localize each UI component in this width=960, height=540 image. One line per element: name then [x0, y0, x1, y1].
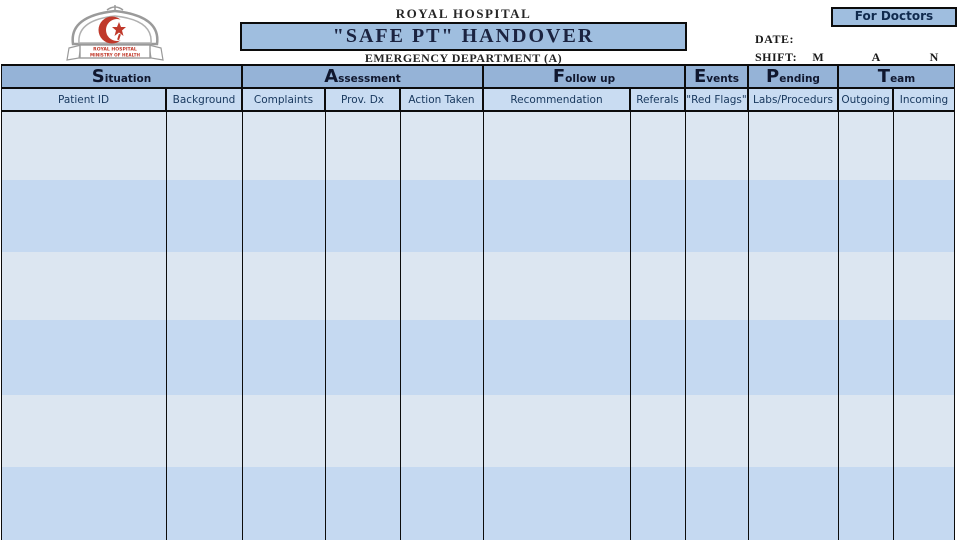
body-cell[interactable] [686, 112, 749, 180]
col-header-incoming: Incoming [899, 93, 949, 106]
group-header-assessment: A ssessment [243, 66, 484, 87]
body-cell[interactable] [749, 395, 839, 467]
body-cell[interactable] [2, 395, 167, 467]
body-cell[interactable] [2, 112, 167, 180]
col-header-action-taken: Action Taken [401, 89, 484, 110]
body-cell[interactable] [401, 112, 484, 180]
body-cell[interactable] [749, 467, 839, 540]
col-header-recommendation: Recommendation [484, 89, 631, 110]
form-title: "SAFE PT" HANDOVER [240, 22, 687, 51]
body-row [2, 180, 954, 252]
group-header-team: T eam [877, 66, 916, 87]
body-cell[interactable] [749, 112, 839, 180]
col-header-red-flags: "Red Flags" [686, 89, 749, 110]
group-header-pending: P ending [749, 66, 839, 87]
body-cell[interactable] [326, 395, 401, 467]
department-subtitle: EMERGENCY DEPARTMENT (A) [364, 51, 563, 65]
hospital-crest-icon [55, 2, 175, 63]
shift-option-afternoon[interactable]: A [871, 50, 881, 64]
shift-label: SHIFT: [755, 50, 798, 64]
body-cell[interactable] [631, 320, 686, 395]
body-cell[interactable] [894, 467, 954, 540]
col-header-background: Background [167, 89, 243, 110]
col-header-patient-id: Patient ID [2, 89, 167, 110]
body-cell[interactable] [484, 467, 631, 540]
body-cell[interactable] [401, 180, 484, 252]
body-cell[interactable] [243, 112, 326, 180]
date-label: DATE: [755, 32, 794, 46]
body-cell[interactable] [686, 180, 749, 252]
hospital-logo [55, 2, 175, 63]
logo-banner [67, 45, 163, 60]
body-cell[interactable] [401, 320, 484, 395]
table-body [2, 112, 954, 540]
group-header-situation: S ituation [2, 66, 243, 87]
body-cell[interactable] [243, 180, 326, 252]
body-cell[interactable] [326, 320, 401, 395]
body-cell[interactable] [243, 467, 326, 540]
col-header-labs-procedurs: Labs/Procedurs [749, 89, 839, 110]
body-cell[interactable] [401, 467, 484, 540]
body-cell[interactable] [839, 320, 894, 395]
body-cell[interactable] [686, 395, 749, 467]
body-cell[interactable] [839, 467, 894, 540]
body-cell[interactable] [894, 180, 954, 252]
col-header-referals: Referals [631, 89, 686, 110]
body-cell[interactable] [631, 112, 686, 180]
group-header-events: E vents [686, 66, 749, 87]
svg-text:MINISTRY OF HEALTH: MINISTRY OF HEALTH [90, 52, 140, 58]
for-doctors-badge: For Doctors [831, 7, 957, 27]
body-cell[interactable] [839, 180, 894, 252]
group-header-followup: F ollow up [484, 66, 686, 87]
body-cell[interactable] [631, 467, 686, 540]
body-cell[interactable] [894, 395, 954, 467]
col-header-complaints: Complaints [243, 89, 326, 110]
body-row [2, 395, 954, 467]
body-cell[interactable] [243, 395, 326, 467]
body-cell[interactable] [894, 252, 954, 320]
body-cell[interactable] [2, 467, 167, 540]
body-row [2, 320, 954, 395]
body-cell[interactable] [894, 320, 954, 395]
body-cell[interactable] [484, 112, 631, 180]
body-cell[interactable] [167, 467, 243, 540]
body-cell[interactable] [749, 180, 839, 252]
body-row [2, 252, 954, 320]
body-cell[interactable] [2, 320, 167, 395]
col-header-outgoing: Outgoing [839, 89, 894, 110]
body-cell[interactable] [686, 252, 749, 320]
body-cell[interactable] [243, 252, 326, 320]
body-cell[interactable] [167, 180, 243, 252]
body-cell[interactable] [631, 252, 686, 320]
body-cell[interactable] [839, 395, 894, 467]
handover-table [1, 64, 955, 540]
hospital-name: ROYAL HOSPITAL [395, 6, 532, 21]
col-header-prov-dx: Prov. Dx [326, 89, 401, 110]
body-cell[interactable] [167, 112, 243, 180]
body-cell[interactable] [326, 112, 401, 180]
shift-option-morning[interactable]: M [812, 50, 824, 64]
shift-option-night[interactable]: N [929, 50, 939, 64]
body-cell[interactable] [749, 252, 839, 320]
body-cell[interactable] [839, 252, 894, 320]
body-cell[interactable] [484, 320, 631, 395]
body-cell[interactable] [631, 395, 686, 467]
body-cell[interactable] [326, 252, 401, 320]
body-cell[interactable] [401, 395, 484, 467]
body-cell[interactable] [749, 320, 839, 395]
column-header-row [2, 89, 954, 112]
body-cell[interactable] [894, 112, 954, 180]
body-row [2, 112, 954, 180]
body-cell[interactable] [839, 112, 894, 180]
body-cell[interactable] [326, 180, 401, 252]
body-cell[interactable] [167, 252, 243, 320]
body-cell[interactable] [484, 180, 631, 252]
body-cell[interactable] [484, 395, 631, 467]
body-cell[interactable] [2, 252, 167, 320]
body-cell[interactable] [401, 252, 484, 320]
body-cell[interactable] [686, 320, 749, 395]
body-cell[interactable] [631, 180, 686, 252]
body-cell[interactable] [484, 252, 631, 320]
body-row [2, 467, 954, 540]
body-cell[interactable] [326, 467, 401, 540]
svg-text:ROYAL HOSPITAL: ROYAL HOSPITAL [93, 47, 137, 53]
group-header-row [2, 66, 954, 89]
body-cell[interactable] [167, 320, 243, 395]
body-cell[interactable] [2, 180, 167, 252]
body-cell[interactable] [686, 467, 749, 540]
body-cell[interactable] [167, 395, 243, 467]
body-cell[interactable] [243, 320, 326, 395]
